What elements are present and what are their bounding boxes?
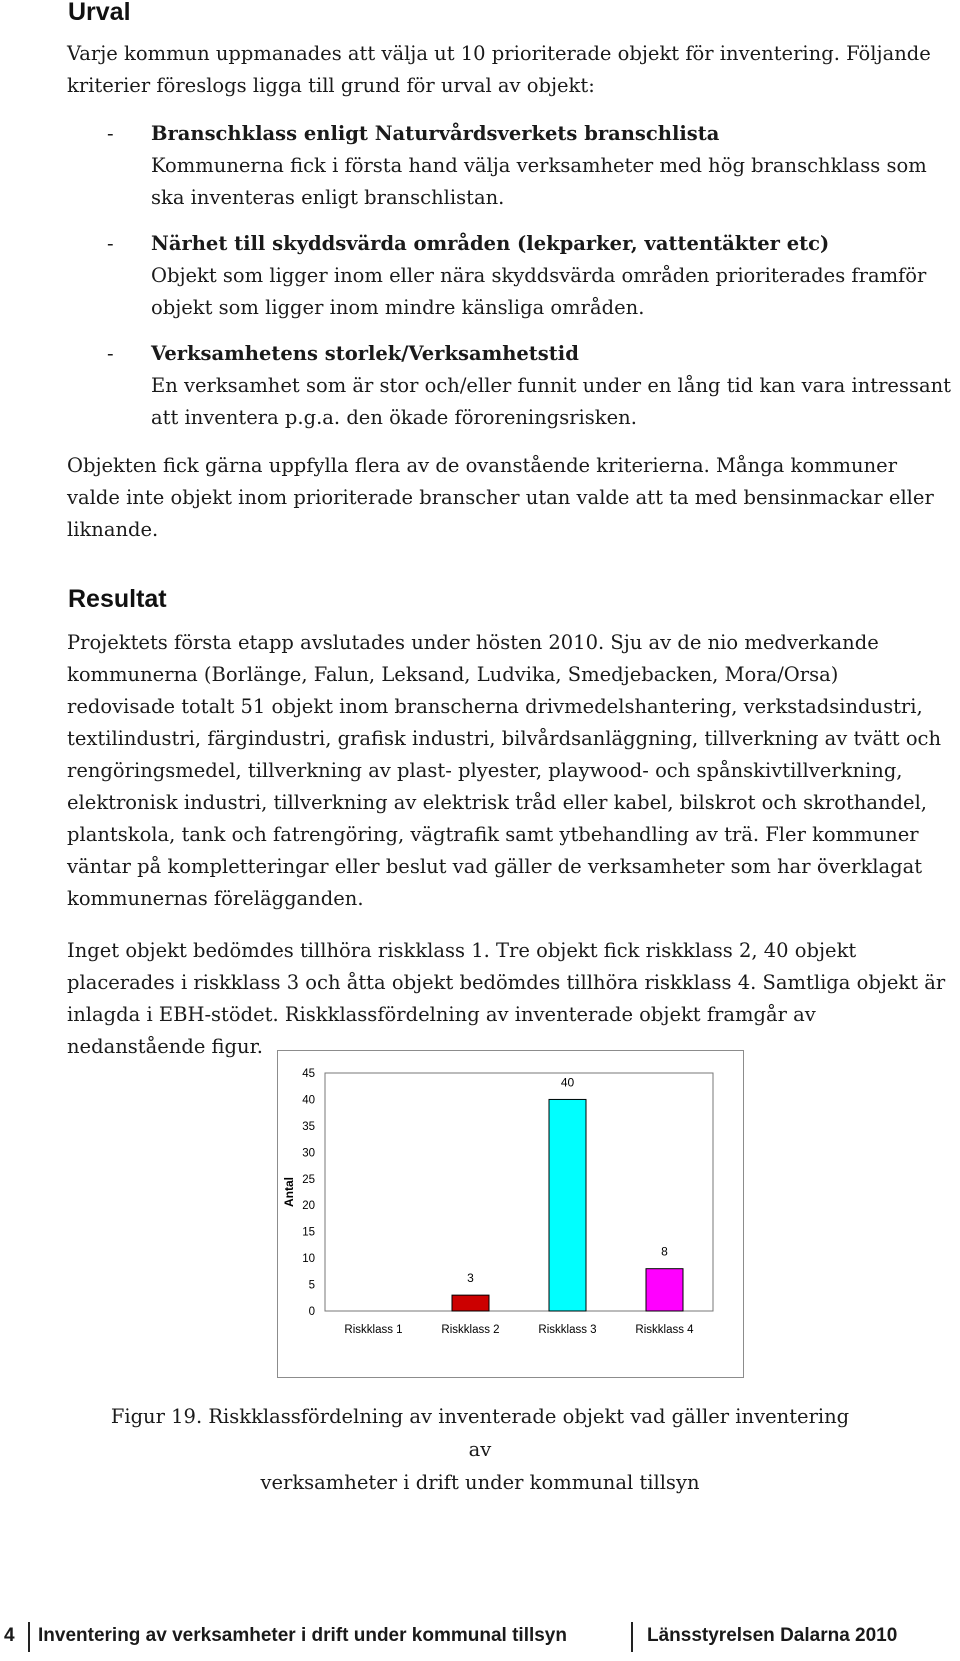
y-tick-label: 10 xyxy=(302,1253,315,1266)
footer-divider xyxy=(28,1622,30,1652)
y-axis-label: Antal xyxy=(282,1177,296,1207)
y-tick-label: 0 xyxy=(308,1306,315,1318)
footer-divider xyxy=(631,1622,633,1652)
criterion-title: Närhet till skyddsvärda områden (lekparker, vattentäkter etc) xyxy=(151,232,830,255)
y-tick-label: 45 xyxy=(302,1068,315,1080)
caption-line-1: Figur 19. Riskklassfördelning av inventerade objekt vad gäller inventering av xyxy=(110,1405,850,1461)
criterion-title: Branschklass enligt Naturvårdsverkets branschlista xyxy=(151,122,720,145)
footer-title: Inventering av verksamheter i drift under kommunal tillsyn xyxy=(38,1625,567,1646)
criterion-text: Kommunerna fick i första hand välja verksamheter med hög branschklass som ska inventeras enligt branschlistan. xyxy=(151,154,927,209)
criterion-text: En verksamhet som är stor och/eller funnit under en lång tid kan vara intressant att inventera p.g.a. den ökade föroreningsrisken. xyxy=(151,374,951,429)
resultat-paragraph-1: Projektets första etapp avslutades under hösten 2010. Sju av de nio medverkande kommunerna (Borlänge, Falun, Leksand, Ludvika, Smedjebacken, Mora/Orsa) redovisade totalt 51 objekt inom branscherna drivmedelshantering, verkstadsindustri, textilindustri, färgindustri, grafisk industri, bilvårdsanläggning, tillverkning av tvätt och rengöringsmedel, tillverkning av plast- plyester, playwood- och spånskivtillverkning, elektronisk industri, tillverkning av elektrisk tråd eller kabel, bilskrot och skrothandel, plantskola, tank och fatrengöring, vägtrafik samt ytbehandling av trä. Fler kommuner väntar på kompletteringar eller beslut vad gäller de verksamheter som har överklagat kommunernas förelägganden. xyxy=(67,631,942,910)
y-tick-label: 30 xyxy=(302,1147,315,1160)
criterion-dash: - xyxy=(107,342,114,365)
y-tick-label: 35 xyxy=(302,1120,315,1133)
bar xyxy=(549,1099,586,1311)
criterion-text: Objekt som ligger inom eller nära skyddsvärda områden prioriterades framför objekt som ligger inom mindre känsliga områden. xyxy=(151,264,927,319)
x-tick-label: Riskklass 4 xyxy=(635,1324,694,1336)
heading-urval: Urval xyxy=(68,0,131,26)
y-tick-label: 40 xyxy=(302,1094,315,1107)
criterion-title: Verksamhetens storlek/Verksamhetstid xyxy=(151,342,579,365)
footer-publisher: Länsstyrelsen Dalarna 2010 xyxy=(647,1625,898,1646)
urval-closing: Objekten fick gärna uppfylla flera av de ovanstående kriterierna. Många kommuner valde inte objekt inom prioriterade branscher utan valde att ta med bensinmackar eller liknande. xyxy=(67,454,934,541)
criterion-dash: - xyxy=(107,232,114,255)
bar xyxy=(646,1269,683,1311)
figure-caption xyxy=(100,1400,860,1499)
y-tick-label: 15 xyxy=(302,1226,315,1239)
criterion-dash: - xyxy=(107,122,114,145)
page-number: 4 xyxy=(4,1625,15,1646)
bar xyxy=(452,1295,489,1311)
x-tick-label: Riskklass 1 xyxy=(344,1324,403,1336)
y-tick-label: 5 xyxy=(308,1279,315,1292)
x-tick-label: Riskklass 2 xyxy=(441,1324,500,1336)
chart-frame xyxy=(277,1050,744,1378)
x-tick-label: Riskklass 3 xyxy=(538,1324,597,1336)
caption-line-2: verksamheter i drift under kommunal tillsyn xyxy=(260,1471,700,1494)
resultat-paragraph-2: Inget objekt bedömdes tillhöra riskklass 1. Tre objekt fick riskklass 2, 40 objekt placerades i riskklass 3 och åtta objekt bedömdes tillhöra riskklass 4. Samtliga objekt är inlagda i EBH-stödet. Riskklassfördelning av inventerade objekt framgår av nedanstående figur. xyxy=(67,939,946,1058)
heading-resultat: Resultat xyxy=(68,585,167,613)
data-label: 8 xyxy=(661,1244,668,1259)
y-tick-label: 25 xyxy=(302,1173,315,1186)
page-footer xyxy=(0,1618,960,1654)
y-tick-label: 20 xyxy=(302,1200,315,1213)
data-label: 40 xyxy=(560,1075,575,1090)
bar-chart xyxy=(278,1051,743,1377)
data-label: 3 xyxy=(467,1271,474,1286)
urval-intro: Varje kommun uppmanades att välja ut 10 prioriterade objekt för inventering. Följande kriterier föreslogs ligga till grund för urval av objekt: xyxy=(67,42,931,97)
